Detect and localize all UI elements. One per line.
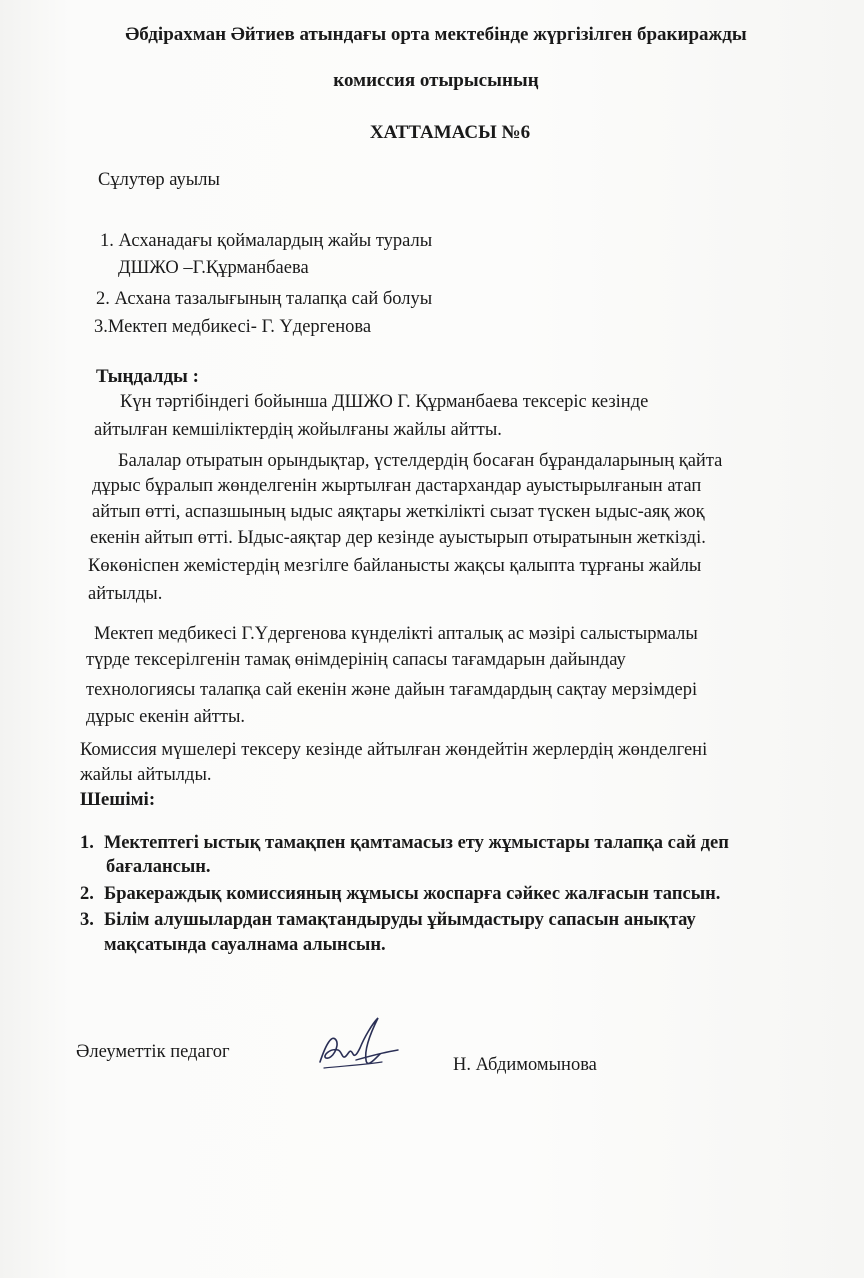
decision-heading: Шешімі:	[80, 789, 156, 810]
listened-line: Комиссия мүшелері тексеру кезінде айтылған жөндейтін жерлердің жөнделгені	[80, 740, 708, 760]
decision-item-number: 3.	[80, 910, 94, 930]
signatory-name: Н. Абдимомынова	[453, 1055, 597, 1075]
listened-line: дұрыс бұралып жөнделгенін жыртылған дастархандар ауыстырылғанын атап	[92, 476, 702, 496]
decision-item-number: 1.	[80, 833, 94, 853]
listened-line: айтылған кемшіліктердің жойылғаны жайлы айтты.	[94, 420, 502, 440]
decision-item-text: Мектептегі ыстық тамақпен қамтамасыз ету жұмыстары талапқа сай деп	[104, 833, 729, 853]
listened-line: дұрыс екенін айтты.	[86, 707, 246, 727]
agenda-item: ДШЖО –Г.Құрманбаева	[118, 258, 309, 278]
protocol-number: ХАТТАМАСЫ №6	[369, 122, 531, 143]
decision-item-text: Бракераждық комиссияның жұмысы жоспарға сәйкес жалғасын тапсын.	[104, 884, 721, 904]
listened-line: екенін айтып өтті. Ыдыс-аяқтар дер кезінде ауыстырып отыратынын жеткізді.	[90, 528, 706, 548]
document-title-line2: комиссия отырысының	[333, 70, 539, 91]
decision-item	[80, 910, 696, 931]
listened-line: Көкөніспен жемістердің мезгілге байланысты жақсы қалыпта тұрғаны жайлы	[88, 556, 702, 576]
agenda-item: 2. Асхана тазалығының талапқа сай болуы	[96, 289, 433, 309]
listened-line: айтылды.	[88, 584, 163, 604]
decision-item-continuation: бағалансын.	[106, 857, 211, 877]
decision-item-number: 2.	[80, 884, 94, 904]
place-name: Сұлутөр ауылы	[98, 170, 220, 190]
agenda-item: 1. Асханадағы қоймалардың жайы туралы	[100, 231, 433, 251]
decision-item-continuation: мақсатында сауалнама алынсын.	[104, 935, 386, 955]
listened-line: технологиясы талапқа сай екенін және дайын тағамдардың сақтау мерзімдері	[86, 680, 698, 700]
decision-item	[80, 884, 720, 905]
listened-line: айтып өтті, аспазшының ыдыс аяқтары жеткілікті сызат түскен ыдыс-аяқ жоқ	[92, 502, 705, 522]
agenda-item: 3.Мектеп медбикесі- Г. Үдергенова	[94, 317, 372, 337]
decision-item	[80, 833, 729, 854]
listened-line: Күн тәртібіндегі бойынша ДШЖО Г. Құрманбаева тексеріс кезінде	[120, 392, 649, 412]
decision-item-text: Білім алушылардан тамақтандыруды ұйымдастыру сапасын анықтау	[104, 910, 696, 930]
handwritten-signature	[312, 1010, 402, 1080]
listened-line: Мектеп медбикесі Г.Үдергенова күнделікті апталық ас мәзірі салыстырмалы	[94, 624, 698, 644]
listened-line: жайлы айтылды.	[80, 765, 212, 785]
document-title-line1: Әбдірахман Әйтиев атындағы орта мектебінде жүргізілген бракиражды	[125, 24, 747, 45]
signatory-role: Әлеуметтік педагог	[76, 1042, 230, 1062]
listened-heading: Тыңдалды :	[96, 366, 199, 387]
listened-line: түрде тексерілгенін тамақ өнімдерінің сапасы тағамдарын дайындау	[86, 650, 626, 670]
listened-line: Балалар отыратын орындықтар, үстелдердің босаған бұрандаларының қайта	[118, 451, 723, 471]
